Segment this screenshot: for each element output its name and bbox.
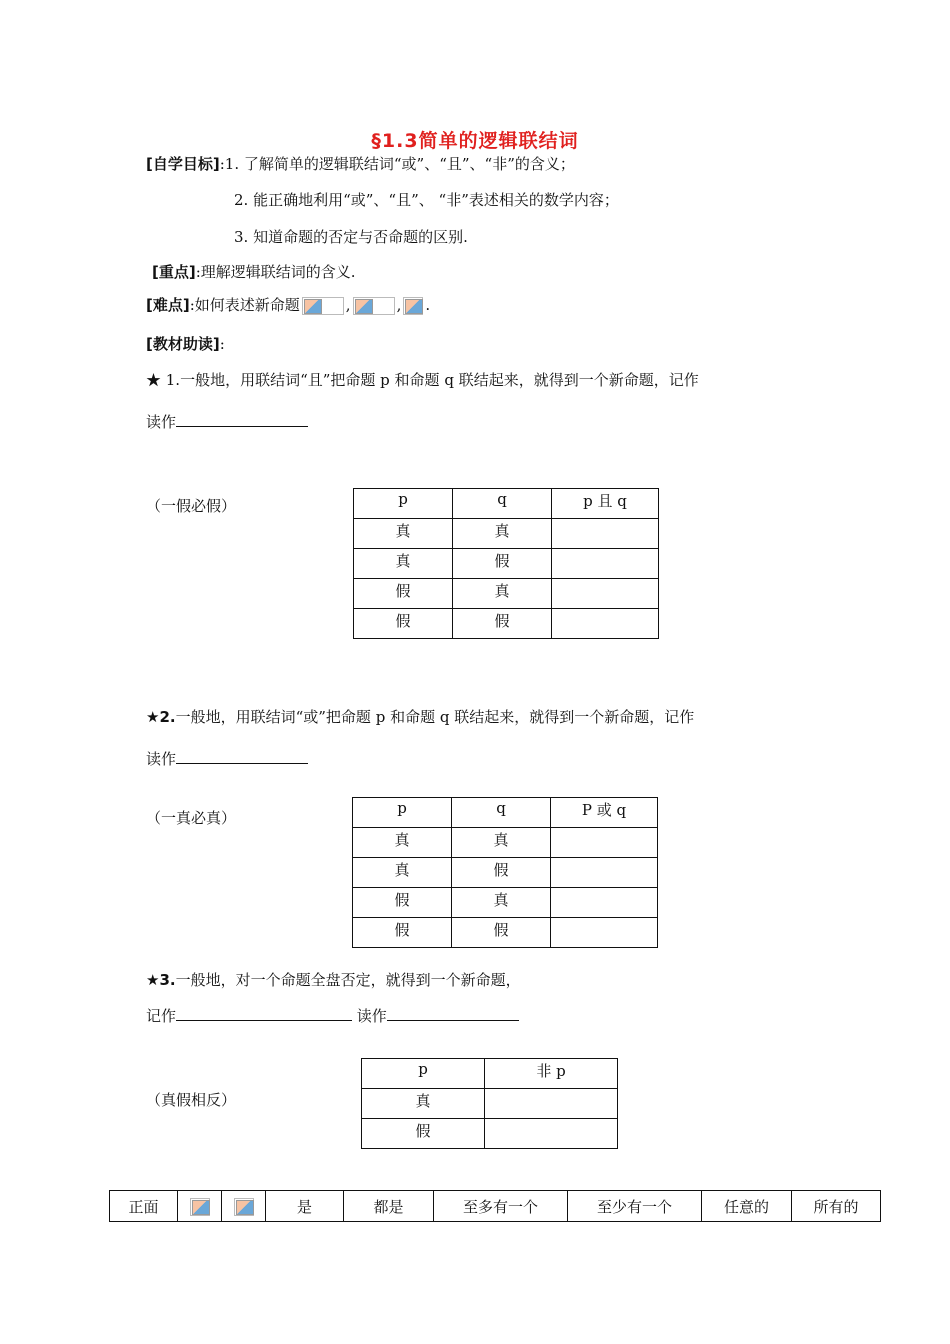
table-cell: 假 — [354, 579, 453, 609]
page-title: §1.3简单的逻辑联结词 — [371, 130, 579, 152]
q2-read-blank[interactable] — [176, 749, 308, 764]
answer-cell[interactable] — [552, 579, 659, 609]
q2-read-as: 读作 — [146, 748, 308, 769]
table-cell: 真 — [452, 828, 551, 858]
answer-cell[interactable] — [551, 828, 658, 858]
answer-cell[interactable] — [551, 858, 658, 888]
answer-cell[interactable] — [552, 609, 659, 639]
table-cell: 假 — [353, 918, 452, 948]
table-cell: 是 — [266, 1191, 344, 1222]
answer-cell[interactable] — [552, 549, 659, 579]
table-cell: 真 — [353, 858, 452, 888]
q2-note: （一真必真） — [146, 809, 237, 827]
q3-denote-read: 记作 读作 — [146, 1005, 519, 1026]
table-cell: 正面 — [110, 1191, 178, 1222]
answer-cell[interactable] — [551, 888, 658, 918]
table-header: q — [453, 489, 552, 519]
reading-heading: [教材助读]: — [146, 335, 225, 353]
table-cell: 真 — [452, 888, 551, 918]
table-header: p — [353, 798, 452, 828]
q3-read-blank[interactable] — [387, 1006, 519, 1021]
objective-1: 1. 了解简单的逻辑联结词“或”、“且”、“非”的含义； — [224, 155, 575, 173]
key-point: [重点]:理解逻辑联结词的含义. — [152, 263, 356, 281]
q3-note: （真假相反） — [146, 1091, 237, 1109]
or-truth-table — [352, 797, 658, 948]
table-cell: 假 — [453, 609, 552, 639]
objective-3: 3. 知道命题的否定与否命题的区别. — [234, 228, 468, 246]
table-cell: 真 — [354, 549, 453, 579]
answer-cell[interactable] — [552, 519, 659, 549]
difficulty: [难点]:如何表述新命题 , , . — [146, 296, 431, 314]
table-cell: 真 — [353, 828, 452, 858]
table-cell: 假 — [362, 1119, 485, 1149]
table-cell: 真 — [453, 579, 552, 609]
table-cell: 真 — [362, 1089, 485, 1119]
q3-denote-blank[interactable] — [176, 1006, 352, 1021]
table-cell: 假 — [452, 858, 551, 888]
table-cell: 至多有一个 — [434, 1191, 568, 1222]
formula-image-icon — [190, 1198, 210, 1216]
table-header: 非 p — [485, 1059, 618, 1089]
answer-cell[interactable] — [485, 1119, 618, 1149]
and-truth-table — [353, 488, 659, 639]
table-cell: 真 — [354, 519, 453, 549]
formula-image-icon — [302, 297, 344, 315]
table-cell: 假 — [452, 918, 551, 948]
table-header: p 且 q — [552, 489, 659, 519]
q3-line: ★3.一般地，对一个命题全盘否定，就得到一个新命题， — [146, 971, 521, 989]
objectives-label: [自学目标] — [146, 155, 220, 173]
formula-image-icon — [234, 1198, 254, 1216]
table-header: q — [452, 798, 551, 828]
table-header: p — [354, 489, 453, 519]
table-cell: 真 — [453, 519, 552, 549]
q1-read-as: 读作 — [146, 411, 308, 432]
not-truth-table — [361, 1058, 618, 1149]
q1-read-blank[interactable] — [176, 412, 308, 427]
table-cell — [222, 1191, 266, 1222]
table-cell: 假 — [353, 888, 452, 918]
table-header: P 或 q — [551, 798, 658, 828]
answer-cell[interactable] — [551, 918, 658, 948]
q1-note: （一假必假） — [146, 497, 237, 515]
table-cell — [178, 1191, 222, 1222]
table-cell: 都是 — [344, 1191, 434, 1222]
formula-image-icon — [353, 297, 395, 315]
objectives-line-1: [自学目标]:1. 了解简单的逻辑联结词“或”、“且”、“非”的含义； — [146, 155, 575, 173]
table-cell: 假 — [354, 609, 453, 639]
negation-words-table — [109, 1190, 881, 1222]
formula-image-icon — [403, 297, 423, 315]
answer-cell[interactable] — [485, 1089, 618, 1119]
q2-line: ★2.一般地，用联结词“或”把命题 p 和命题 q 联结起来，就得到一个新命题，记作 — [146, 708, 695, 726]
objective-2: 2. 能正确地利用“或”、“且”、 “非”表述相关的数学内容； — [234, 191, 619, 209]
table-header: p — [362, 1059, 485, 1089]
table-cell: 所有的 — [792, 1191, 881, 1222]
q1-line: ★ 1.一般地，用联结词“且”把命题 p 和命题 q 联结起来，就得到一个新命题，记作 — [146, 371, 699, 389]
table-cell: 假 — [453, 549, 552, 579]
table-cell: 至少有一个 — [568, 1191, 702, 1222]
table-cell: 任意的 — [702, 1191, 792, 1222]
